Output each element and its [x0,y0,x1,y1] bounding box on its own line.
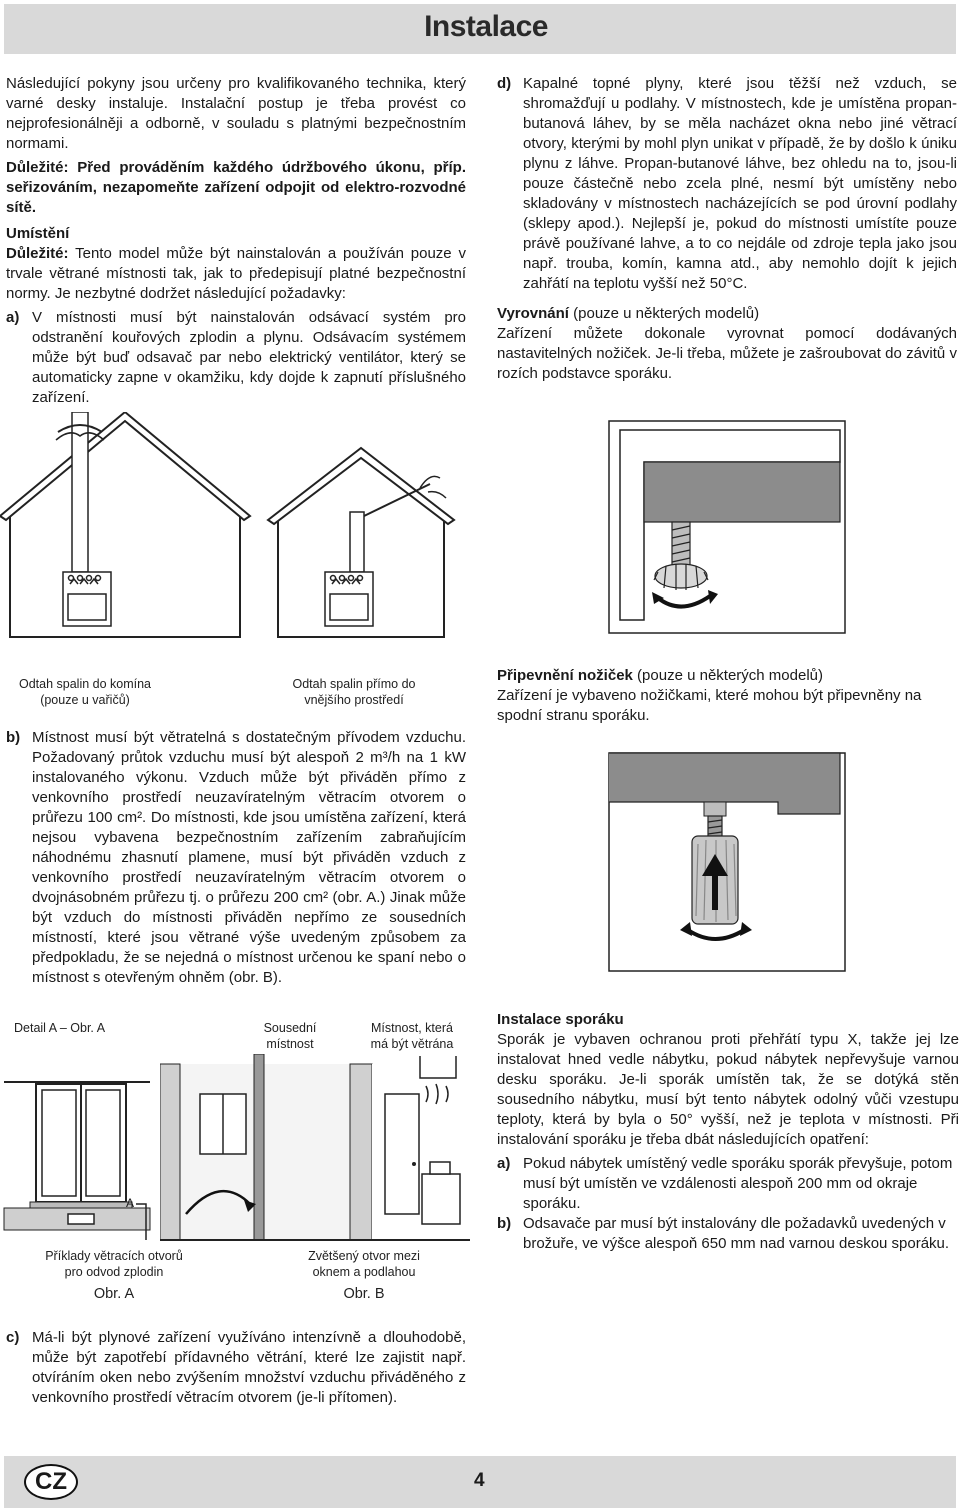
section-heading-umisteni: Umístění [6,225,70,242]
list-label: c) [6,1329,20,1346]
umisteni-text: Tento model může být nainstalován a používán pouze v trvale větrané místnosti tak, jak to předepisují platné bezpečnostní normy. Je nezbytné dodržet následující požadavky: [6,245,466,302]
page-number: 4 [474,1470,485,1491]
section-heading-instalace: Instalace sporáku [497,1011,624,1028]
section-c [6,1328,466,1408]
caption-chimney-text: Odtah spalin do komína (pouze u vařičů) [18,677,152,707]
list-text: Má-li být plynové zařízení využíváno intenzívně a dlouhodobě, může být zapotřebí přídavného větrání, které lze zajistit např. otvíráním oken nebo zvýšením množství vzduchu přiváděného z venkovního prostředí větracím otvorem (je-li přítomen). [32,1329,466,1406]
caption-chimney [2,676,168,708]
important-note: Důležité: Před prováděním každého údržbového úkonu, příp. seřizováním, nezapomeňte zařízení odpojit od elektro-rozvodné sítě. [6,159,466,216]
fig-label-b: Obr. B [343,1286,385,1302]
stove-left-icon [63,572,111,626]
list-item-a [6,308,466,408]
section-heading-vyrovnani: Vyrovnání [497,305,569,322]
houses-illustration [0,412,480,652]
fig-label-a: Obr. A [93,1286,135,1302]
list-text: Odsavače par musí být instalovány dle požadavků uvedených v brožuře, ve výšce alespoň 650 mm nad varnou deskou sporáku. [523,1215,950,1252]
intro-paragraph: Následující pokyny jsou určeny pro kvalifikovaného technika, který varné desky instaluje. Instalační postup je třeba provést co nejprofesionálněji a odborně, v souladu s platnými bezpečnostním normami. [6,75,466,152]
list-text: Kapalné topné plyny, které jsou těžší než vzduch, se shromažďují u podlahy. V místnostech, kde je umístěna propan-butanová láhev, by se měla nacházet okna nebo jiné větrací otvory, kterými by mohl plyn unikat v případě, že by došlo k úniku plynu z láhve. Propan-butanové láhve, bez ohledu na to, jsou-li pouze částečně nebo zcela plné, nesmí být umístěny nebo skladovány v místnostech nacházejících se pod úrovní podlahy (sklepy apod.). Nejlepší je, pokud do místnosti umístíte pouze právě používané lahve, a to co nejdále od zdroje tepla jako jsou např. trouba, komín, kamna atd., aby nemohlo dojít k jejich zahřátí na teplotu vyšší než 50°C. [523,75,957,292]
caption-outside [270,676,438,708]
right-column-top [497,74,957,388]
left-column-top [6,74,466,408]
foot-attachment-illustration [608,752,846,972]
leveling-foot-illustration [608,420,846,634]
list-text: Pokud nábytek umístěný vedle sporáku sporák převyšuje, potom musí být umístěn ve vzdálenosti alespoň 200 mm od okraje sporáku. [523,1155,953,1212]
pripevneni-paragraph: Zařízení je vybaveno nožičkami, které mohou být připevněny na spodní stranu sporáku. [497,687,922,724]
room-figure [160,1054,470,1244]
caption-detail: Detail A – Obr. A [14,1021,106,1035]
marker-a: A [126,1196,135,1210]
pripevneni-subheading: (pouze u některých modelů) [632,667,823,684]
list-item-a [497,1154,959,1214]
list-text: V místnosti musí být nainstalován odsávací systém pro odstranění kouřových zplodin a plynu. Odsávacím systémem může být buď odsavač par nebo elektrický ventilátor, který se automaticky zapne v okamžiku, kdy dojde k zapnutí příslušného zařízení. [32,309,466,406]
umisteni-paragraph [6,244,466,304]
pripevneni-heading-line [497,666,957,686]
stove-right-icon [325,572,373,626]
caption-priklady: Příklady větracích otvorů pro odvod zplodin [45,1249,183,1279]
caption-mistnost: Místnost, která má být větrána [370,1021,454,1051]
list-item-b [6,728,466,988]
ventilation-section [6,728,466,988]
list-label: b) [497,1215,512,1232]
important-label: Důležité: [6,245,69,262]
house-left [0,412,250,637]
section-heading-pripevneni: Připevnění nožiček [497,667,633,684]
caption-outside-text: Odtah spalin přímo do vnějšího prostředí [292,677,416,707]
vyrovnani-heading-line [497,304,957,324]
vyrovnani-subheading: (pouze u některých modelů) [568,305,760,322]
window-figure [0,1054,160,1244]
list-text: Místnost musí být větratelná s dostatečným přívodem vzduchu. Požadovaný průtok vzduchu musí být alespoň 2 m³/h na 1 kW instalovaného výkonu. Vzduch může být přiváděn přímo z venkovního prostředí neuzavíratelným větracím otvorem o průřezu 100 cm². Do místnosti, kde jsou umístěna zařízení, která nejsou vybavena bezpečnostním zařízením zabraňujícím náhodnému zhasnutí plamene, musí být přiváděn vzduch z venkovního prostředí neuzavíratelným větracím otvorem o dvojnásobném průřezu tj. o průřezu 200 cm² (obr. A.) Jinak může být vzduch do místnosti přiváděn nepřímo ze sousedních místností, které jsou větrané výše uvedeným způsobem za předpokladu, že se nejedná o místnost určenou ke spaní nebo o místnost s otevřeným ohněm (obr. B). [32,729,466,986]
list-label: a) [497,1155,511,1172]
list-item-b [497,1214,959,1254]
instalace-paragraph: Sporák je vybaven ochranou proti přehřátí typu X, takže jej lze instalovat hned vedle nábytku, pokud nábytek nepřevyšuje varnou desku sporáku. Je-li sporák umístěn tak, že se dotýká stěn sousedního nábytku, musí být tento nábytek odolný vůči vzestupu teploty, která by byla o 50° vyšší, než je teplota v místnosti. Při instalování sporáku je třeba dbát následujících opatření: [497,1031,959,1148]
pripevneni-section [497,666,957,730]
list-label: d) [497,75,512,92]
vyrovnani-paragraph: Zařízení můžete dokonale vyrovnat pomocí dodávaných nastavitelných nožiček. Je-li třeba, můžete je zašroubovat do závitů v rozích podstavce sporáku. [497,325,957,382]
list-label: b) [6,729,21,746]
list-item-d [497,74,957,294]
list-label: a) [6,309,20,326]
page-title: Instalace [424,10,548,43]
country-badge: CZ [24,1464,78,1500]
list-item-c [6,1328,466,1408]
instalace-sporaku-section [497,1010,959,1254]
caption-zvetseny: Zvětšený otvor mezi oknem a podlahou [308,1249,420,1279]
caption-sousedni: Sousední místnost [263,1021,317,1051]
